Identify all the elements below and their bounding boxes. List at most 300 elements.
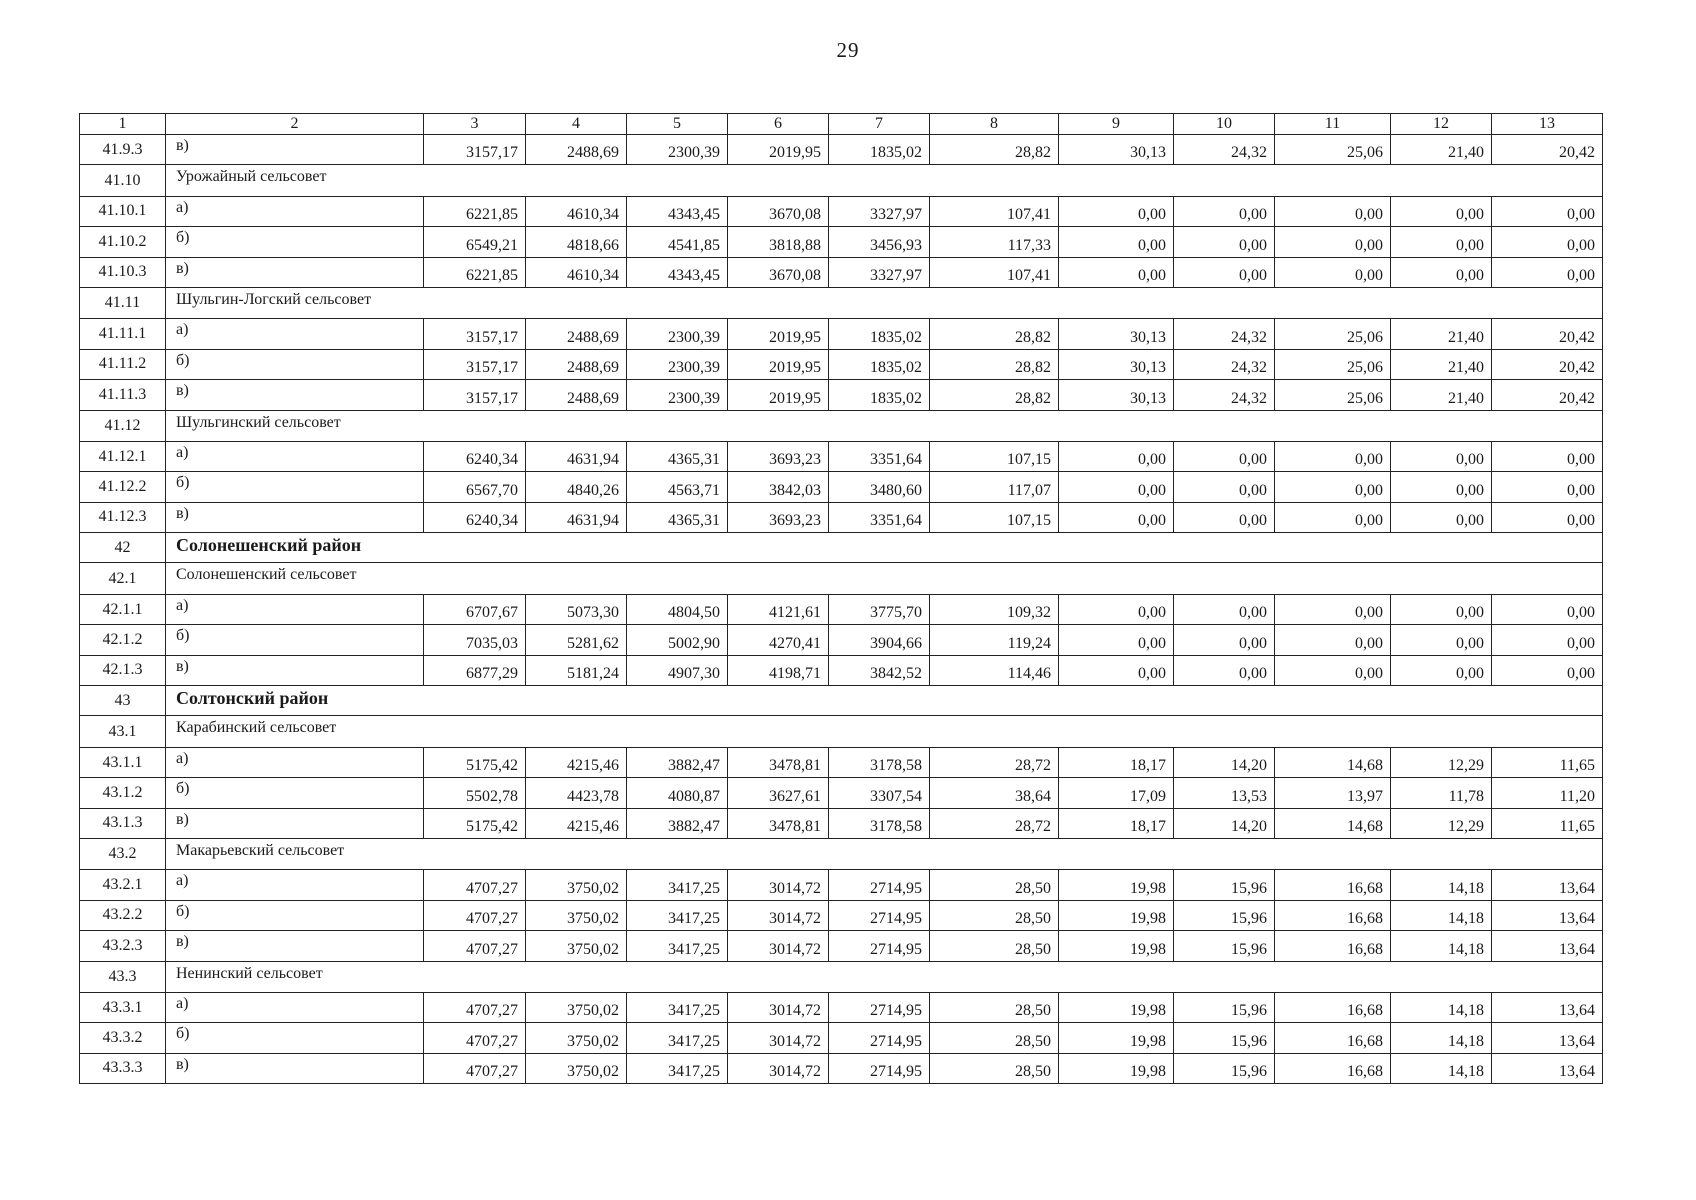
- value-cell: 11,78: [1391, 778, 1492, 808]
- value-cell: 1835,02: [829, 135, 930, 165]
- value-cell: 3818,88: [728, 227, 829, 257]
- row-code-cell: 43.3.2: [80, 1023, 166, 1053]
- subitem-label-cell: б): [166, 625, 424, 655]
- value-cell: 3750,02: [526, 1053, 627, 1083]
- table-row: [80, 870, 1603, 900]
- district-heading-row: [80, 533, 1603, 563]
- value-cell: 0,00: [1391, 594, 1492, 624]
- value-cell: 13,64: [1492, 1023, 1603, 1053]
- value-cell: 3014,72: [728, 931, 829, 961]
- value-cell: 14,18: [1391, 870, 1492, 900]
- value-cell: 28,72: [930, 808, 1059, 838]
- value-cell: 38,64: [930, 778, 1059, 808]
- subitem-label-cell: а): [166, 992, 424, 1022]
- value-cell: 24,32: [1174, 319, 1275, 349]
- value-cell: 0,00: [1275, 655, 1391, 685]
- table-row: [80, 1053, 1603, 1083]
- column-number-cell: 13: [1492, 114, 1603, 135]
- value-cell: 15,96: [1174, 870, 1275, 900]
- value-cell: 3417,25: [627, 870, 728, 900]
- value-cell: 0,00: [1174, 502, 1275, 532]
- column-number-cell: 11: [1275, 114, 1391, 135]
- value-cell: 2714,95: [829, 870, 930, 900]
- row-code-cell: 41.11.1: [80, 319, 166, 349]
- council-heading-row: [80, 563, 1603, 594]
- subitem-label-cell: в): [166, 257, 424, 287]
- value-cell: 21,40: [1391, 349, 1492, 379]
- subitem-label-cell: а): [166, 196, 424, 226]
- tariff-table: [79, 113, 1603, 1084]
- value-cell: 18,17: [1059, 747, 1174, 777]
- value-cell: 24,32: [1174, 349, 1275, 379]
- row-code-cell: 43.3.1: [80, 992, 166, 1022]
- value-cell: 0,00: [1492, 227, 1603, 257]
- value-cell: 0,00: [1275, 441, 1391, 471]
- value-cell: 13,64: [1492, 870, 1603, 900]
- value-cell: 3842,03: [728, 472, 829, 502]
- value-cell: 25,06: [1275, 135, 1391, 165]
- row-code-cell: 43.2.2: [80, 900, 166, 930]
- value-cell: 0,00: [1174, 441, 1275, 471]
- row-code-cell: 43.1.3: [80, 808, 166, 838]
- value-cell: 2488,69: [526, 380, 627, 410]
- value-cell: 25,06: [1275, 349, 1391, 379]
- value-cell: 6549,21: [424, 227, 526, 257]
- value-cell: 2488,69: [526, 319, 627, 349]
- value-cell: 0,00: [1059, 257, 1174, 287]
- value-cell: 2714,95: [829, 1023, 930, 1053]
- value-cell: 5181,24: [526, 655, 627, 685]
- row-code-cell: 41.11.3: [80, 380, 166, 410]
- subitem-label-cell: а): [166, 747, 424, 777]
- value-cell: 2488,69: [526, 135, 627, 165]
- table-row: [80, 931, 1603, 961]
- value-cell: 3417,25: [627, 931, 728, 961]
- value-cell: 3307,54: [829, 778, 930, 808]
- subitem-label-cell: б): [166, 472, 424, 502]
- value-cell: 4840,26: [526, 472, 627, 502]
- row-code-cell: 41.10: [80, 165, 166, 196]
- value-cell: 3014,72: [728, 1053, 829, 1083]
- value-cell: 0,00: [1275, 227, 1391, 257]
- value-cell: 5281,62: [526, 625, 627, 655]
- table-row: [80, 135, 1603, 165]
- row-code-cell: 43.2.1: [80, 870, 166, 900]
- value-cell: 16,68: [1275, 870, 1391, 900]
- value-cell: 5502,78: [424, 778, 526, 808]
- value-cell: 30,13: [1059, 349, 1174, 379]
- value-cell: 24,32: [1174, 380, 1275, 410]
- subitem-label-cell: в): [166, 380, 424, 410]
- value-cell: 20,42: [1492, 319, 1603, 349]
- value-cell: 109,32: [930, 594, 1059, 624]
- value-cell: 3478,81: [728, 808, 829, 838]
- value-cell: 4707,27: [424, 1023, 526, 1053]
- value-cell: 0,00: [1492, 502, 1603, 532]
- value-cell: 14,18: [1391, 1023, 1492, 1053]
- value-cell: 3178,58: [829, 808, 930, 838]
- value-cell: 0,00: [1174, 472, 1275, 502]
- value-cell: 14,18: [1391, 931, 1492, 961]
- subitem-label-cell: в): [166, 502, 424, 532]
- value-cell: 14,18: [1391, 900, 1492, 930]
- value-cell: 11,65: [1492, 747, 1603, 777]
- value-cell: 21,40: [1391, 135, 1492, 165]
- value-cell: 0,00: [1275, 472, 1391, 502]
- value-cell: 3775,70: [829, 594, 930, 624]
- value-cell: 0,00: [1059, 441, 1174, 471]
- value-cell: 5002,90: [627, 625, 728, 655]
- value-cell: 0,00: [1275, 625, 1391, 655]
- row-code-cell: 43.1: [80, 716, 166, 747]
- value-cell: 0,00: [1391, 655, 1492, 685]
- value-cell: 0,00: [1492, 441, 1603, 471]
- value-cell: 4541,85: [627, 227, 728, 257]
- value-cell: 0,00: [1492, 625, 1603, 655]
- value-cell: 0,00: [1059, 625, 1174, 655]
- value-cell: 0,00: [1059, 594, 1174, 624]
- table-row: [80, 625, 1603, 655]
- row-code-cell: 41.11: [80, 287, 166, 318]
- value-cell: 3750,02: [526, 870, 627, 900]
- value-cell: 0,00: [1391, 227, 1492, 257]
- row-code-cell: 41.10.1: [80, 196, 166, 226]
- value-cell: 0,00: [1174, 196, 1275, 226]
- value-cell: 19,98: [1059, 1053, 1174, 1083]
- row-code-cell: 42.1.1: [80, 594, 166, 624]
- value-cell: 2019,95: [728, 380, 829, 410]
- value-cell: 6221,85: [424, 196, 526, 226]
- row-code-cell: 41.11.2: [80, 349, 166, 379]
- table-row: [80, 319, 1603, 349]
- district-name-cell: Солтонский район: [166, 686, 1603, 716]
- row-code-cell: 43.2.3: [80, 931, 166, 961]
- value-cell: 0,00: [1391, 196, 1492, 226]
- value-cell: 4080,87: [627, 778, 728, 808]
- value-cell: 0,00: [1492, 257, 1603, 287]
- row-code-cell: 43.3.3: [80, 1053, 166, 1083]
- subitem-label-cell: а): [166, 870, 424, 900]
- value-cell: 4270,41: [728, 625, 829, 655]
- council-heading-row: [80, 165, 1603, 196]
- value-cell: 119,24: [930, 625, 1059, 655]
- subitem-label-cell: б): [166, 227, 424, 257]
- value-cell: 14,20: [1174, 747, 1275, 777]
- subitem-label-cell: б): [166, 349, 424, 379]
- value-cell: 2714,95: [829, 992, 930, 1022]
- value-cell: 15,96: [1174, 931, 1275, 961]
- value-cell: 3627,61: [728, 778, 829, 808]
- value-cell: 0,00: [1174, 227, 1275, 257]
- value-cell: 4198,71: [728, 655, 829, 685]
- value-cell: 16,68: [1275, 1023, 1391, 1053]
- value-cell: 0,00: [1059, 196, 1174, 226]
- column-number-cell: 3: [424, 114, 526, 135]
- value-cell: 14,20: [1174, 808, 1275, 838]
- value-cell: 2019,95: [728, 349, 829, 379]
- value-cell: 13,97: [1275, 778, 1391, 808]
- value-cell: 0,00: [1174, 257, 1275, 287]
- council-name-cell: Ненинский сельсовет: [166, 961, 1603, 992]
- column-number-cell: 7: [829, 114, 930, 135]
- value-cell: 2300,39: [627, 349, 728, 379]
- value-cell: 28,50: [930, 931, 1059, 961]
- column-number-cell: 1: [80, 114, 166, 135]
- value-cell: 28,50: [930, 900, 1059, 930]
- value-cell: 20,42: [1492, 349, 1603, 379]
- value-cell: 0,00: [1174, 594, 1275, 624]
- value-cell: 6221,85: [424, 257, 526, 287]
- value-cell: 0,00: [1059, 227, 1174, 257]
- council-heading-row: [80, 410, 1603, 441]
- row-code-cell: 41.12.2: [80, 472, 166, 502]
- value-cell: 3480,60: [829, 472, 930, 502]
- value-cell: 6567,70: [424, 472, 526, 502]
- row-code-cell: 43.1.2: [80, 778, 166, 808]
- value-cell: 0,00: [1492, 472, 1603, 502]
- subitem-label-cell: в): [166, 655, 424, 685]
- value-cell: 0,00: [1492, 196, 1603, 226]
- value-cell: 0,00: [1391, 625, 1492, 655]
- value-cell: 3157,17: [424, 135, 526, 165]
- value-cell: 6877,29: [424, 655, 526, 685]
- table-body: [80, 114, 1603, 1084]
- value-cell: 2714,95: [829, 900, 930, 930]
- value-cell: 107,41: [930, 196, 1059, 226]
- value-cell: 4343,45: [627, 196, 728, 226]
- value-cell: 17,09: [1059, 778, 1174, 808]
- value-cell: 3014,72: [728, 900, 829, 930]
- value-cell: 16,68: [1275, 992, 1391, 1022]
- value-cell: 28,82: [930, 319, 1059, 349]
- column-number-cell: 9: [1059, 114, 1174, 135]
- value-cell: 0,00: [1275, 502, 1391, 532]
- value-cell: 4818,66: [526, 227, 627, 257]
- value-cell: 0,00: [1174, 655, 1275, 685]
- value-cell: 30,13: [1059, 380, 1174, 410]
- value-cell: 107,41: [930, 257, 1059, 287]
- row-code-cell: 43: [80, 686, 166, 716]
- row-code-cell: 41.10.2: [80, 227, 166, 257]
- subitem-label-cell: а): [166, 594, 424, 624]
- value-cell: 3014,72: [728, 1023, 829, 1053]
- value-cell: 3750,02: [526, 992, 627, 1022]
- council-heading-row: [80, 838, 1603, 869]
- value-cell: 6240,34: [424, 441, 526, 471]
- value-cell: 0,00: [1391, 257, 1492, 287]
- column-number-cell: 2: [166, 114, 424, 135]
- value-cell: 28,82: [930, 380, 1059, 410]
- council-heading-row: [80, 716, 1603, 747]
- value-cell: 6240,34: [424, 502, 526, 532]
- row-code-cell: 41.10.3: [80, 257, 166, 287]
- value-cell: 15,96: [1174, 992, 1275, 1022]
- value-cell: 19,98: [1059, 931, 1174, 961]
- council-heading-row: [80, 287, 1603, 318]
- value-cell: 11,20: [1492, 778, 1603, 808]
- value-cell: 3693,23: [728, 502, 829, 532]
- value-cell: 14,18: [1391, 992, 1492, 1022]
- table-row: [80, 900, 1603, 930]
- table-row: [80, 808, 1603, 838]
- value-cell: 2714,95: [829, 1053, 930, 1083]
- row-code-cell: 41.9.3: [80, 135, 166, 165]
- value-cell: 4804,50: [627, 594, 728, 624]
- value-cell: 19,98: [1059, 900, 1174, 930]
- value-cell: 3750,02: [526, 900, 627, 930]
- value-cell: 2300,39: [627, 135, 728, 165]
- council-name-cell: Солонешенский сельсовет: [166, 563, 1603, 594]
- subitem-label-cell: б): [166, 1023, 424, 1053]
- value-cell: 25,06: [1275, 380, 1391, 410]
- subitem-label-cell: в): [166, 135, 424, 165]
- value-cell: 19,98: [1059, 1023, 1174, 1053]
- value-cell: 28,50: [930, 992, 1059, 1022]
- subitem-label-cell: б): [166, 778, 424, 808]
- value-cell: 3157,17: [424, 349, 526, 379]
- row-code-cell: 41.12.3: [80, 502, 166, 532]
- value-cell: 1835,02: [829, 319, 930, 349]
- value-cell: 3351,64: [829, 502, 930, 532]
- value-cell: 3014,72: [728, 992, 829, 1022]
- value-cell: 18,17: [1059, 808, 1174, 838]
- value-cell: 12,29: [1391, 747, 1492, 777]
- council-name-cell: Шульгин-Логский сельсовет: [166, 287, 1603, 318]
- row-code-cell: 42.1: [80, 563, 166, 594]
- value-cell: 0,00: [1174, 625, 1275, 655]
- value-cell: 28,50: [930, 1023, 1059, 1053]
- value-cell: 28,82: [930, 135, 1059, 165]
- value-cell: 0,00: [1391, 502, 1492, 532]
- value-cell: 13,53: [1174, 778, 1275, 808]
- value-cell: 15,96: [1174, 1053, 1275, 1083]
- column-number-cell: 5: [627, 114, 728, 135]
- value-cell: 21,40: [1391, 319, 1492, 349]
- value-cell: 12,29: [1391, 808, 1492, 838]
- value-cell: 3417,25: [627, 992, 728, 1022]
- value-cell: 3157,17: [424, 380, 526, 410]
- value-cell: 28,72: [930, 747, 1059, 777]
- value-cell: 0,00: [1059, 502, 1174, 532]
- table-row: [80, 502, 1603, 532]
- value-cell: 13,64: [1492, 931, 1603, 961]
- value-cell: 107,15: [930, 502, 1059, 532]
- value-cell: 3670,08: [728, 196, 829, 226]
- subitem-label-cell: а): [166, 319, 424, 349]
- value-cell: 3417,25: [627, 1023, 728, 1053]
- value-cell: 3014,72: [728, 870, 829, 900]
- value-cell: 1835,02: [829, 380, 930, 410]
- table-row: [80, 380, 1603, 410]
- value-cell: 4215,46: [526, 808, 627, 838]
- value-cell: 7035,03: [424, 625, 526, 655]
- table-row: [80, 1023, 1603, 1053]
- value-cell: 28,50: [930, 870, 1059, 900]
- value-cell: 0,00: [1059, 472, 1174, 502]
- table-row: [80, 778, 1603, 808]
- value-cell: 2019,95: [728, 319, 829, 349]
- value-cell: 4907,30: [627, 655, 728, 685]
- value-cell: 30,13: [1059, 135, 1174, 165]
- value-cell: 3693,23: [728, 441, 829, 471]
- value-cell: 4707,27: [424, 992, 526, 1022]
- council-name-cell: Шульгинский сельсовет: [166, 410, 1603, 441]
- council-name-cell: Карабинский сельсовет: [166, 716, 1603, 747]
- column-number-cell: 4: [526, 114, 627, 135]
- table-row: [80, 227, 1603, 257]
- table-row: [80, 655, 1603, 685]
- value-cell: 4707,27: [424, 900, 526, 930]
- value-cell: 4121,61: [728, 594, 829, 624]
- row-code-cell: 41.12: [80, 410, 166, 441]
- value-cell: 2019,95: [728, 135, 829, 165]
- value-cell: 11,65: [1492, 808, 1603, 838]
- value-cell: 21,40: [1391, 380, 1492, 410]
- value-cell: 4631,94: [526, 441, 627, 471]
- row-code-cell: 42.1.2: [80, 625, 166, 655]
- value-cell: 4610,34: [526, 257, 627, 287]
- district-name-cell: Солонешенский район: [166, 533, 1603, 563]
- value-cell: 3327,97: [829, 257, 930, 287]
- value-cell: 3882,47: [627, 808, 728, 838]
- value-cell: 6707,67: [424, 594, 526, 624]
- column-number-row: [80, 114, 1603, 135]
- table-row: [80, 196, 1603, 226]
- value-cell: 3417,25: [627, 1053, 728, 1083]
- value-cell: 4365,31: [627, 441, 728, 471]
- table-row: [80, 349, 1603, 379]
- row-code-cell: 43.2: [80, 838, 166, 869]
- column-number-cell: 10: [1174, 114, 1275, 135]
- value-cell: 4215,46: [526, 747, 627, 777]
- value-cell: 0,00: [1391, 441, 1492, 471]
- value-cell: 4423,78: [526, 778, 627, 808]
- value-cell: 117,07: [930, 472, 1059, 502]
- table-row: [80, 257, 1603, 287]
- value-cell: 28,82: [930, 349, 1059, 379]
- value-cell: 4707,27: [424, 1053, 526, 1083]
- value-cell: 4631,94: [526, 502, 627, 532]
- value-cell: 3417,25: [627, 900, 728, 930]
- value-cell: 0,00: [1275, 594, 1391, 624]
- value-cell: 3456,93: [829, 227, 930, 257]
- value-cell: 4563,71: [627, 472, 728, 502]
- value-cell: 14,18: [1391, 1053, 1492, 1083]
- council-name-cell: Урожайный сельсовет: [166, 165, 1603, 196]
- value-cell: 3327,97: [829, 196, 930, 226]
- value-cell: 4365,31: [627, 502, 728, 532]
- value-cell: 2488,69: [526, 349, 627, 379]
- district-heading-row: [80, 686, 1603, 716]
- value-cell: 3178,58: [829, 747, 930, 777]
- value-cell: 1835,02: [829, 349, 930, 379]
- page-number: 29: [836, 38, 860, 62]
- council-heading-row: [80, 961, 1603, 992]
- subitem-label-cell: в): [166, 931, 424, 961]
- value-cell: 114,46: [930, 655, 1059, 685]
- table-row: [80, 992, 1603, 1022]
- value-cell: 3750,02: [526, 1023, 627, 1053]
- value-cell: 5073,30: [526, 594, 627, 624]
- value-cell: 14,68: [1275, 808, 1391, 838]
- value-cell: 16,68: [1275, 900, 1391, 930]
- value-cell: 3904,66: [829, 625, 930, 655]
- value-cell: 15,96: [1174, 900, 1275, 930]
- row-code-cell: 43.1.1: [80, 747, 166, 777]
- value-cell: 13,64: [1492, 992, 1603, 1022]
- value-cell: 20,42: [1492, 380, 1603, 410]
- column-number-cell: 6: [728, 114, 829, 135]
